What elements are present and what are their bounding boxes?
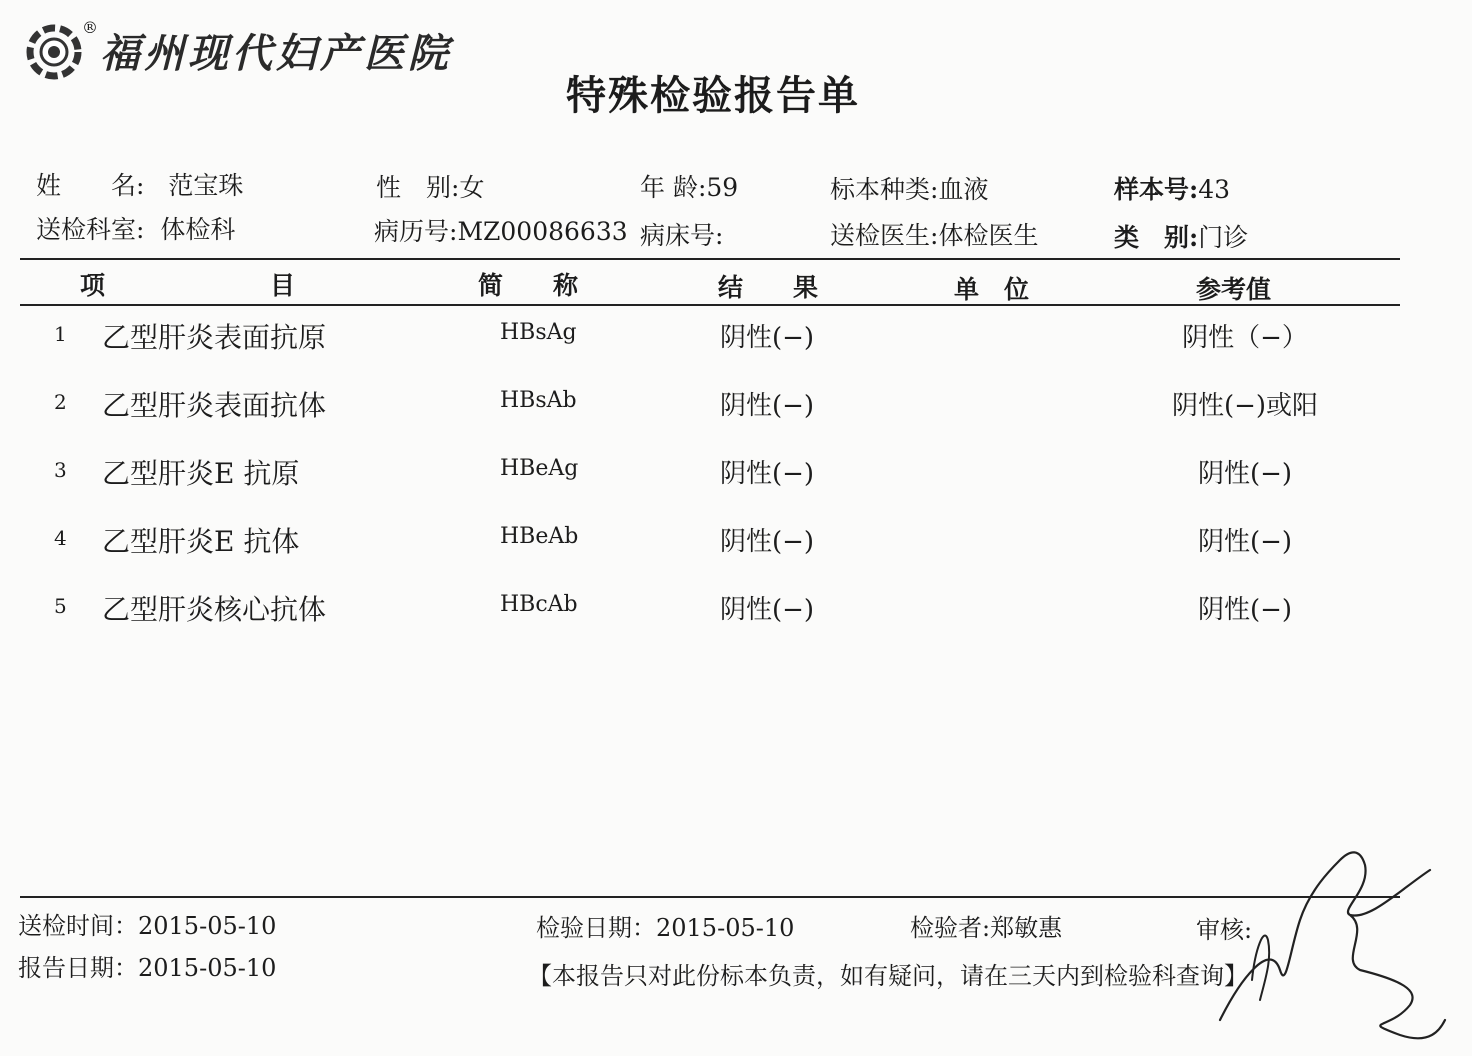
row-number: 1 — [54, 322, 67, 346]
footer-rule — [20, 896, 1400, 898]
specimen-type: 血液 — [938, 175, 989, 204]
table-row — [0, 520, 1472, 560]
dept-field — [36, 210, 235, 246]
row-number: 3 — [54, 458, 67, 482]
age-field — [640, 168, 738, 204]
row-test-name: 乙型肝炎E 抗原 — [102, 457, 300, 490]
sex-label: 性 别: — [376, 173, 460, 202]
doctor-name: 体检医生 — [938, 221, 1039, 250]
row-result: 阴性(−) — [720, 323, 815, 353]
dept-value: 体检科 — [160, 215, 236, 244]
hospital-name: 福州现代妇产医院 — [100, 29, 452, 77]
row-test-name: 乙型肝炎表面抗原 — [102, 321, 327, 354]
bed-field — [640, 216, 723, 252]
row-abbr: HBsAb — [500, 388, 577, 413]
patient-sex: 女 — [459, 173, 485, 202]
table-row — [0, 316, 1472, 356]
age-label: 年 龄: — [640, 173, 707, 202]
row-test-name: 乙型肝炎表面抗体 — [102, 389, 327, 422]
category-field — [1114, 218, 1248, 254]
report-date-label: 报告日期： — [18, 954, 138, 982]
row-result: 阴性(−) — [720, 595, 815, 625]
row-abbr: HBsAg — [500, 320, 577, 345]
record-no: MZ00086633 — [457, 217, 628, 246]
patient-age: 59 — [706, 173, 739, 202]
category-value: 门诊 — [1198, 223, 1249, 252]
table-row — [0, 452, 1472, 492]
row-test-name: 乙型肝炎E 抗体 — [102, 525, 300, 558]
record-label: 病历号: — [374, 217, 458, 246]
header-reference: 参考值 — [1196, 275, 1272, 304]
record-field — [374, 212, 628, 248]
table-header-rule — [20, 304, 1400, 306]
specimen-label: 标本种类: — [830, 175, 939, 204]
row-reference: 阴性(−) — [1197, 595, 1293, 625]
name-label: 姓 名: — [36, 171, 145, 200]
submit-time-label: 送检时间： — [18, 912, 138, 940]
category-label: 类 别: — [1114, 223, 1199, 252]
row-reference: 阴性(−)或阳 — [1171, 391, 1319, 421]
row-number: 4 — [54, 526, 67, 550]
patient-name: 范宝珠 — [168, 171, 244, 200]
row-result: 阴性(−) — [720, 391, 815, 421]
row-reference: 阴性（−） — [1182, 323, 1308, 353]
registered-mark: ® — [82, 18, 98, 37]
disclaimer: 【本报告只对此份标本负责，如有疑问，请在三天内到检验科查询】 — [528, 962, 1248, 990]
submit-time-field — [18, 906, 276, 941]
row-test-name: 乙型肝炎核心抗体 — [102, 593, 327, 626]
doctor-label: 送检医生: — [830, 221, 939, 250]
row-result: 阴性(−) — [720, 527, 815, 557]
row-number: 5 — [54, 594, 67, 618]
test-date: 2015-05-10 — [656, 914, 795, 942]
name-field — [36, 166, 243, 202]
header-result: 结 果 — [718, 273, 819, 302]
table-row — [0, 588, 1472, 628]
table-row — [0, 384, 1472, 424]
report-date-field — [18, 948, 276, 983]
reviewer-label: 审核: — [1196, 916, 1253, 944]
row-result: 阴性(−) — [720, 459, 815, 489]
report-title: 特殊检验报告单 — [566, 72, 860, 119]
report-date: 2015-05-10 — [138, 954, 277, 982]
doctor-field — [830, 216, 1038, 252]
header-item: 项 — [80, 271, 106, 300]
tester-label: 检验者: — [910, 914, 991, 942]
row-reference: 阴性(−) — [1197, 459, 1293, 489]
row-abbr: HBeAg — [500, 456, 579, 481]
table-top-rule — [20, 258, 1400, 260]
tester-name: 郑敏惠 — [990, 914, 1063, 942]
row-abbr: HBcAb — [500, 592, 578, 617]
sample-no: 43 — [1198, 175, 1231, 204]
dept-label: 送检科室: — [36, 215, 145, 244]
header-item-2: 目 — [270, 271, 296, 300]
sex-field — [376, 168, 484, 204]
row-number: 2 — [54, 390, 67, 414]
header-abbr: 简 称 — [478, 271, 579, 300]
row-reference: 阴性(−) — [1197, 527, 1293, 557]
submit-time: 2015-05-10 — [138, 912, 277, 940]
sample-no-field — [1114, 170, 1230, 206]
test-date-label: 检验日期： — [536, 914, 656, 942]
reviewer-signature — [1200, 830, 1460, 1050]
tester-field — [910, 908, 1062, 943]
specimen-field — [830, 170, 988, 206]
bed-label: 病床号: — [640, 221, 724, 250]
row-abbr: HBeAb — [500, 524, 579, 549]
header-unit: 单 位 — [954, 275, 1030, 304]
test-date-field — [536, 908, 794, 943]
sample-no-label: 样本号: — [1114, 175, 1199, 204]
hospital-logo — [22, 20, 452, 80]
